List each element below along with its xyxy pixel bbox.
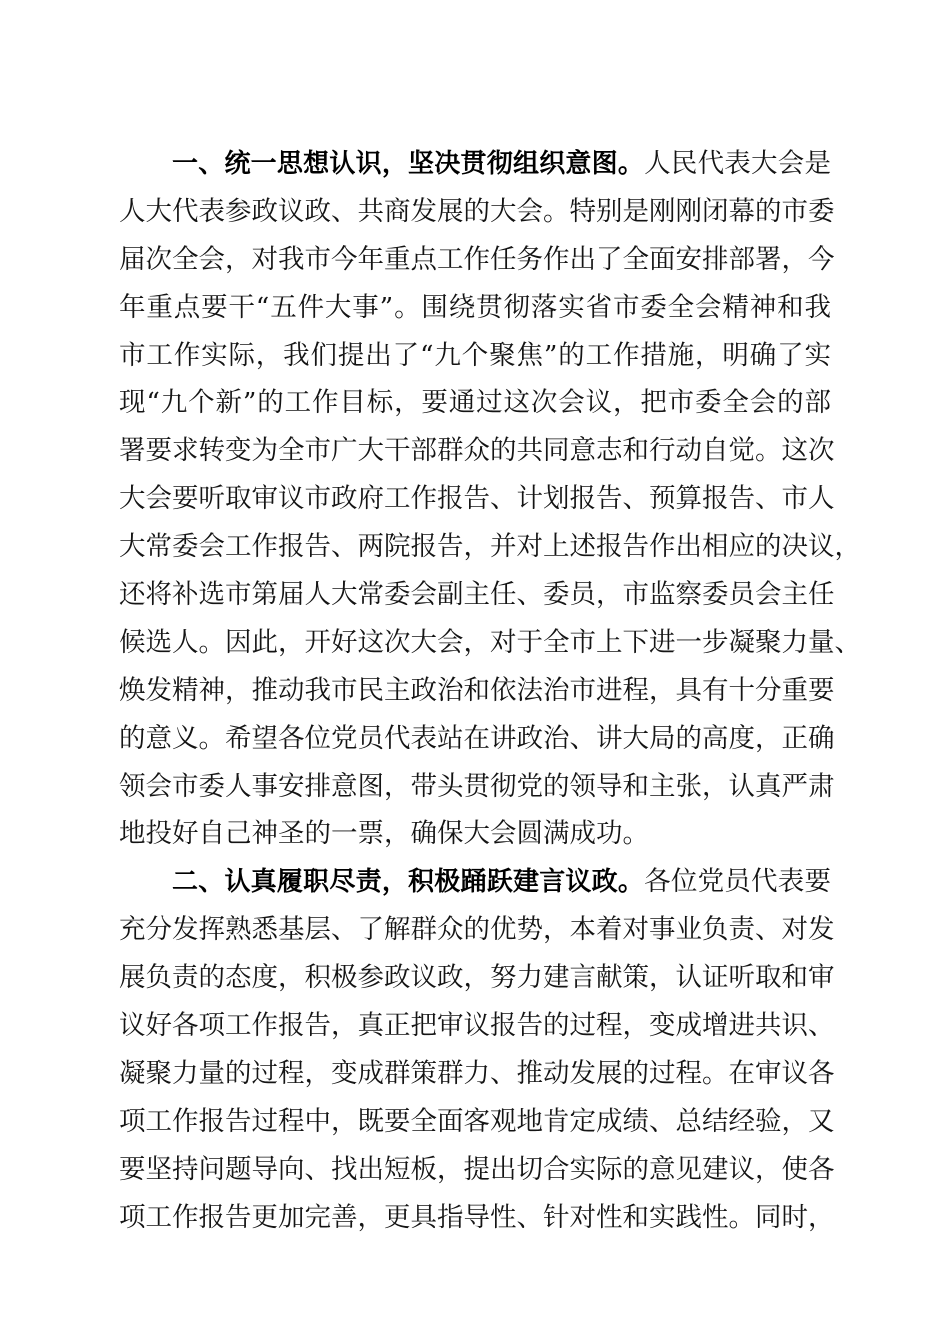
paragraph-1-line-3: 届次全会，对我市今年重点工作任务作出了全面安排部署，今: [119, 243, 835, 275]
paragraph-2-line-2: 充分发挥熟悉基层、了解群众的优势，本着对事业负责、对发: [119, 914, 835, 946]
paragraph-2-line-3: 展负责的态度，积极参政议政，努力建言献策，认证听取和审: [119, 962, 835, 994]
paragraph-1-line-15: 地投好自己神圣的一票，确保大会圆满成功。: [119, 818, 649, 850]
paragraph-2-line-6: 项工作报告过程中，既要全面客观地肯定成绩、总结经验，又: [119, 1105, 835, 1137]
paragraph-2-line-5: 凝聚力量的过程，变成群策群力、推动发展的过程。在审议各: [119, 1057, 835, 1089]
paragraph-1-line-8: 大会要听取审议市政府工作报告、计划报告、预算报告、市人: [119, 483, 835, 515]
paragraph-2-line-8: 项工作报告更加完善，更具指导性、针对性和实践性。同时，: [119, 1201, 835, 1233]
paragraph-1-line-4: 年重点要干“五件大事”。围绕贯彻落实省市委全会精神和我: [119, 291, 831, 323]
paragraph-1-line-2: 人大代表参政议政、共商发展的大会。特别是刚刚闭幕的市委: [119, 195, 835, 227]
paragraph-1-line-1: [119, 140, 831, 188]
paragraph-1-line-10: 还将补选市第届人大常委会副主任、委员，市监察委员会主任: [119, 579, 835, 611]
paragraph-2-heading: 二、认真履职尽责，积极踊跃建言议政。: [172, 867, 645, 898]
paragraph-1-line-14: 领会市委人事安排意图，带头贯彻党的领导和主张，认真严肃: [119, 770, 835, 802]
paragraph-2-line-1: [119, 858, 831, 906]
paragraph-2-line-7: 要坚持问题导向、找出短板，提出切合实际的意见建议，使各: [119, 1153, 835, 1185]
paragraph-2-text: 各位党员代表要: [644, 866, 831, 898]
document-body: [119, 140, 861, 1241]
paragraph-1-line-11: 候选人。因此，开好这次大会，对于全市上下进一步凝聚力量、: [119, 626, 861, 658]
paragraph-1-line-9: 大常委会工作报告、两院报告，并对上述报告作出相应的决议，: [119, 531, 861, 563]
paragraph-1-line-13: 的意义。希望各位党员代表站在讲政治、讲大局的高度，正确: [119, 722, 835, 754]
paragraph-1-line-5: 市工作实际，我们提出了“九个聚焦”的工作措施，明确了实: [119, 339, 831, 371]
paragraph-1-text: 人民代表大会是: [644, 148, 831, 179]
paragraph-1-heading: 一、统一思想认识，坚决贯彻组织意图。: [172, 149, 645, 179]
paragraph-1-line-12: 焕发精神，推动我市民主政治和依法治市进程，具有十分重要: [119, 674, 835, 706]
paragraph-2-line-4: 议好各项工作报告，真正把审议报告的过程，变成增进共识、: [119, 1010, 835, 1042]
paragraph-1-line-7: 署要求转变为全市广大干部群众的共同意志和行动自觉。这次: [119, 435, 835, 467]
paragraph-1-line-6: 现“九个新”的工作目标，要通过这次会议，把市委全会的部: [119, 387, 831, 419]
